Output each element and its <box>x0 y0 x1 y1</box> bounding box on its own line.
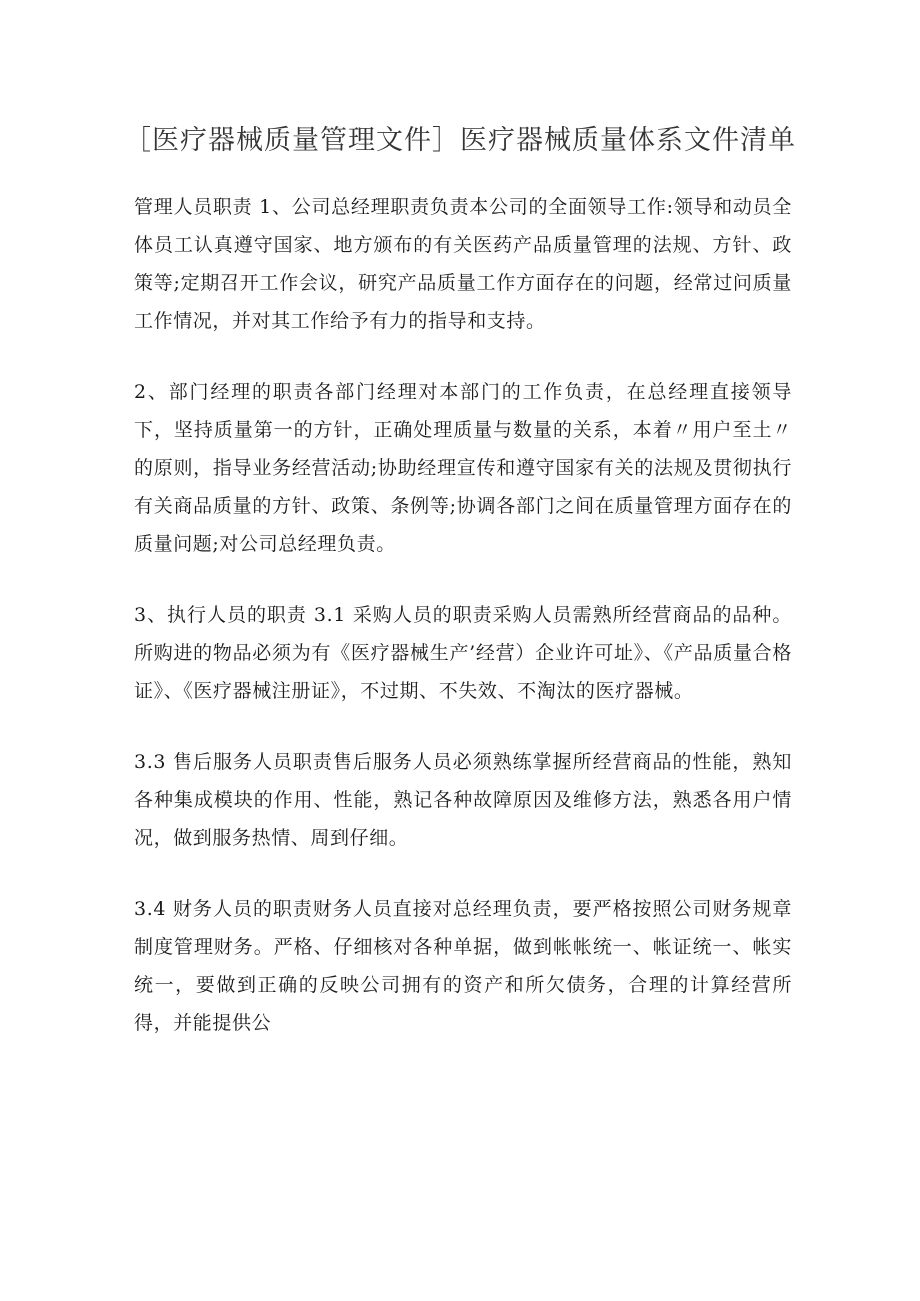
document-title: ［医疗器械质量管理文件］医疗器械质量体系文件清单 <box>124 125 796 156</box>
paragraph-purchasing-staff: 3、执行人员的职责 3.1 采购人员的职责采购人员需熟所经营商品的品种。所购进的物品必须为有《医疗器械生产’经营）企业许可址》、《产品质量合格证》、《医疗器械注册证》，不过期、不失效、不淘汰的医疗器械。 <box>134 604 792 702</box>
paragraph-department-manager: 2、部门经理的职责各部门经理对本部门的工作负责，在总经理直接领导下，坚持质量第一的方针，正确处理质量与数量的关系，本着〃用户至土〃的原则，指导业务经营活动;协助经理宣传和遵守国家有关的法规及贯彻执行有关商品质量的方针、政策、条例等;协调各部门之间在质量管理方面存在的质量问题;对公司总经理负责。 <box>134 381 792 555</box>
paragraph-management-duties: 管理人员职责 1、公司总经理职责负责本公司的全面领导工作:领导和动员全体员工认真遵守国家、地方颁布的有关医药产品质量管理的法规、方针、政策等;定期召开工作会议，研究产品质量工作方面存在的问题，经常过问质量工作情况，并对其工作给予有力的指导和支持。 <box>134 196 792 332</box>
paragraph-finance-staff: 3.4 财务人员的职责财务人员直接对总经理负责，要严格按照公司财务规章制度管理财务。严格、仔细核对各种单据，做到帐帐统一、帐证统一、帐实统一，要做到正确的反映公司拥有的资产和所欠债务，合理的计算经营所得，并能提供公 <box>134 898 792 1034</box>
paragraph-after-sales-staff: 3.3 售后服务人员职责售后服务人员必须熟练掌握所经营商品的性能，熟知各种集成模块的作用、性能，熟记各种故障原因及维修方法，熟悉各用户情况，做到服务热情、周到仔细。 <box>134 751 792 849</box>
document-body <box>134 188 792 1075</box>
